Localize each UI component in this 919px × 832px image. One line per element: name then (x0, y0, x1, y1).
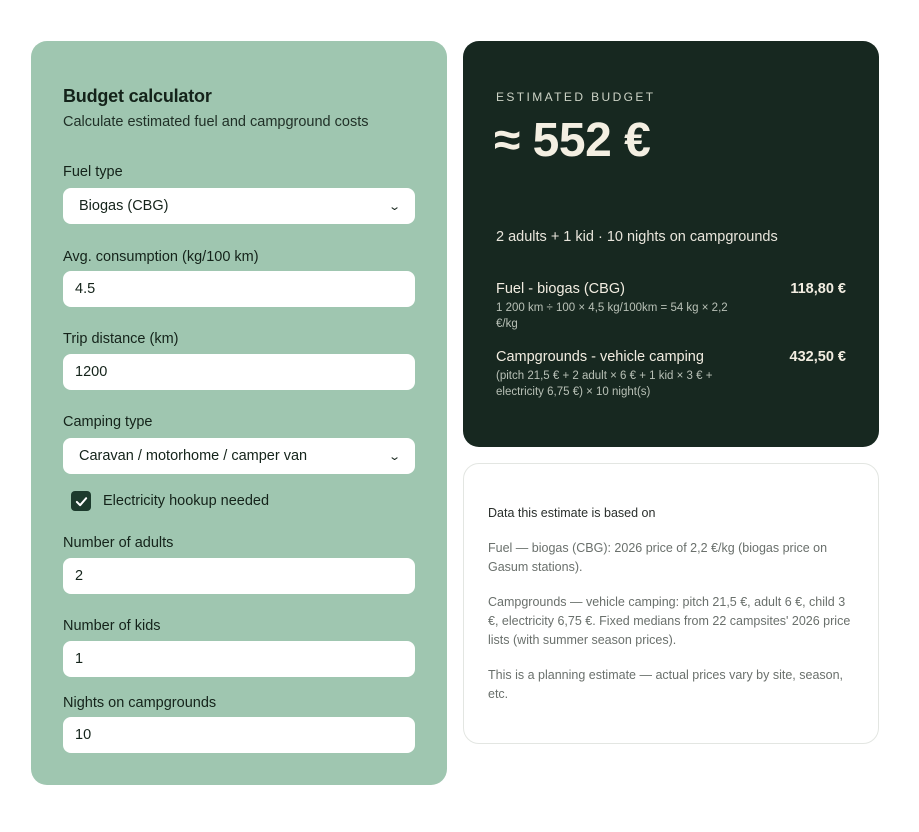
consumption-value: 4.5 (75, 281, 96, 297)
line-item-name: Fuel - biogas (CBG) (496, 281, 625, 297)
distance-input[interactable] (63, 354, 415, 390)
camping-type-value: Caravan / motorhome / camper van (79, 448, 308, 464)
consumption-label: Avg. consumption (kg/100 km) (63, 249, 259, 265)
calculator-subtitle: Calculate estimated fuel and campground costs (63, 114, 369, 130)
line-item-detail: 1 200 km ÷ 100 × 4,5 kg/100km = 54 kg × 2,2 €/kg (496, 302, 728, 330)
electricity-label: Electricity hookup needed (103, 493, 270, 509)
fuel-type-label: Fuel type (63, 164, 123, 180)
nights-value: 10 (75, 727, 92, 743)
calculator-title: Budget calculator (63, 86, 212, 106)
budget-line-item (496, 349, 846, 400)
kids-label: Number of kids (63, 618, 161, 634)
adults-label: Number of adults (63, 535, 174, 551)
nights-input[interactable] (63, 717, 415, 753)
adults-value: 2 (75, 568, 84, 584)
info-paragraph: This is a planning estimate — actual prices vary by site, season, etc. (488, 668, 844, 701)
distance-value: 1200 (75, 364, 108, 380)
fuel-type-select[interactable] (63, 188, 415, 224)
fuel-type-value: Biogas (CBG) (79, 198, 169, 214)
chevron-down-icon: ⌄ (387, 450, 401, 463)
info-paragraph: Fuel — biogas (CBG): 2026 price of 2,2 €/kg (biogas price on Gasum stations). (488, 541, 828, 574)
camping-type-label: Camping type (63, 414, 153, 430)
chevron-down-icon: ⌄ (387, 200, 401, 213)
info-title: Data this estimate is based on (488, 506, 656, 520)
budget-panel (463, 41, 879, 447)
calculator-form (31, 0, 447, 832)
line-item-amount: 118,80 € (790, 281, 846, 297)
consumption-input[interactable] (63, 271, 415, 307)
electricity-checkbox[interactable] (71, 491, 91, 511)
info-panel (463, 463, 879, 744)
adults-input[interactable] (63, 558, 415, 594)
line-item-amount: 432,50 € (789, 349, 846, 365)
budget-line-item (496, 281, 846, 332)
budget-summary: 2 adults + 1 kid · 10 nights on campgrounds (496, 229, 778, 245)
kids-value: 1 (75, 651, 84, 667)
line-item-detail: (pitch 21,5 € + 2 adult × 6 € + 1 kid × 3 € + electricity 6,75 €) × 10 night(s) (496, 370, 713, 398)
info-paragraph: Campgrounds — vehicle camping: pitch 21,5 €, adult 6 €, child 3 €, electricity 6,75 €. Fixed medians from 22 campsites' 2026 price lists (with summer season prices). (488, 595, 851, 647)
camping-type-select[interactable] (63, 438, 415, 474)
electricity-checkbox-row[interactable] (71, 491, 269, 511)
kids-input[interactable] (63, 641, 415, 677)
distance-label: Trip distance (km) (63, 331, 179, 347)
nights-label: Nights on campgrounds (63, 695, 217, 711)
budget-eyebrow: ESTIMATED BUDGET (496, 90, 656, 104)
checkmark-icon (75, 495, 88, 508)
line-item-name: Campgrounds - vehicle camping (496, 349, 704, 365)
budget-total: ≈ 552 € (494, 114, 651, 167)
